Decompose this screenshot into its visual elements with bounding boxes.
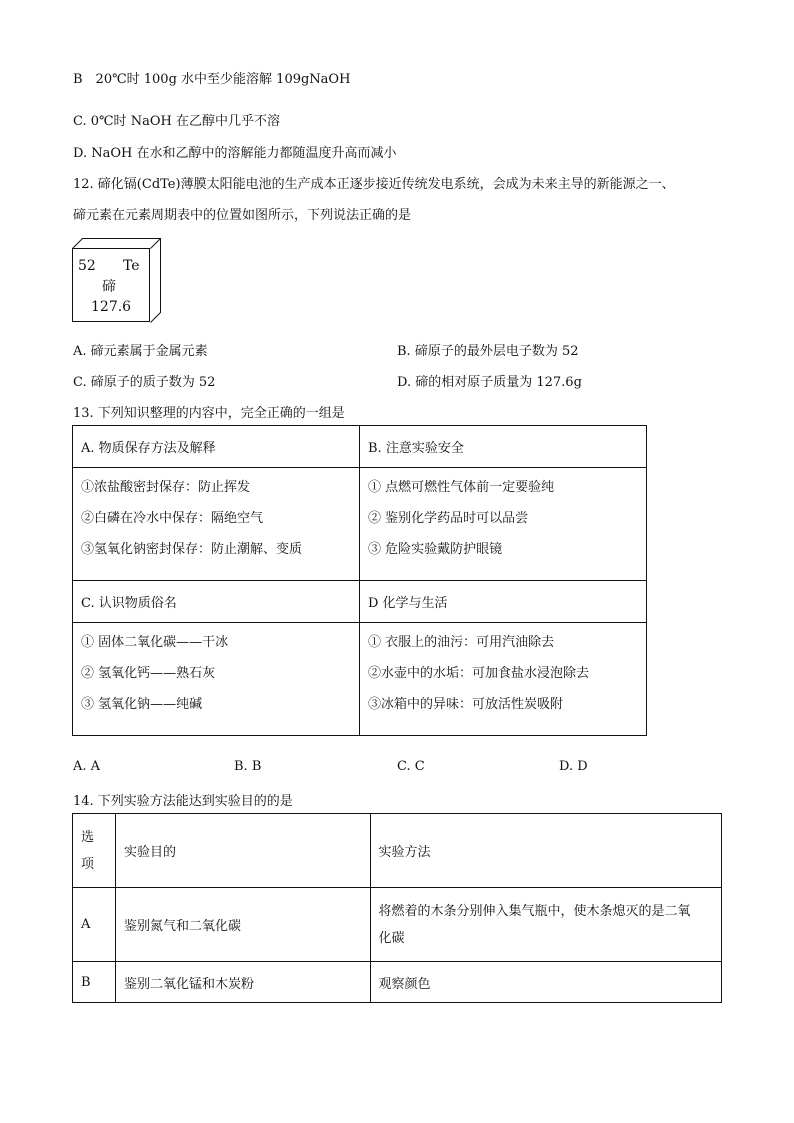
- q13-a-item-3: ③氢氧化钠密封保存：防止潮解、变质: [81, 542, 303, 557]
- q12-option-c: C. 碲原子的质子数为 52: [73, 375, 216, 390]
- q13-cell-c-items: [73, 623, 360, 736]
- element-symbol: Te: [123, 258, 140, 274]
- element-name: 碲: [102, 279, 116, 295]
- q13-d-item-3: ③冰箱中的异味：可放活性炭吸附: [368, 697, 564, 712]
- q13-cell-a-items: [73, 468, 360, 581]
- q12-option-d: D. 碲的相对原子质量为 127.6g: [397, 375, 582, 390]
- q13-table: [72, 425, 647, 736]
- q13-cell-b-title: B. 注意实验安全: [360, 426, 647, 468]
- q14-row-b-method: 观察颜色: [370, 962, 721, 1003]
- q13-cell-d-title: D 化学与生活: [360, 581, 647, 623]
- q14-stem: 14. 下列实验方法能达到实验目的的是: [73, 794, 293, 809]
- q12-stem-line-2: 碲元素在元素周期表中的位置如图所示，下列说法正确的是: [73, 208, 412, 223]
- q13-b-item-2: ② 鉴别化学药品时可以品尝: [368, 511, 529, 526]
- q13-cell-c-title: C. 认识物质俗名: [73, 581, 360, 623]
- q12-stem-line-1: 12. 碲化镉(CdTe)薄膜太阳能电池的生产成本正逐步接近传统发电系统，会成为未来主导的新能源之一、: [73, 177, 675, 192]
- q12-option-a: A. 碲元素属于金属元素: [73, 344, 208, 359]
- element-tile-tellurium: [72, 238, 162, 324]
- q13-c-item-3: ③ 氢氧化钠——纯碱: [81, 697, 203, 712]
- q13-cell-b-items: [360, 468, 647, 581]
- q13-cell-a-title: A. 物质保存方法及解释: [73, 426, 360, 468]
- q14-header-option: [73, 814, 116, 888]
- q13-b-item-3: ③ 危险实验戴防护眼镜: [368, 542, 503, 557]
- q14-row-a-method: [370, 888, 721, 962]
- q13-option-d: D. D: [559, 759, 588, 774]
- q13-b-item-1: ① 点燃可燃性气体前一定要验纯: [368, 480, 555, 495]
- q13-d-item-2: ②水壶中的水垢：可加食盐水浸泡除去: [368, 666, 590, 681]
- q14-row-a-method-line-2: 化碳: [378, 930, 405, 946]
- q13-cell-d-items: [360, 623, 647, 736]
- q13-option-b: B. B: [234, 759, 262, 774]
- q14-header-method: 实验方法: [370, 814, 721, 888]
- q13-stem: 13. 下列知识整理的内容中，完全正确的一组是: [73, 406, 345, 421]
- q13-a-item-2: ②白磷在冷水中保存：隔绝空气: [81, 511, 264, 526]
- q11-option-c: C. 0℃时 NaOH 在乙醇中几乎不溶: [73, 114, 280, 129]
- tile-front: [72, 248, 150, 322]
- q13-c-item-1: ① 固体二氧化碳——干冰: [81, 635, 229, 650]
- q13-option-c: C. C: [397, 759, 425, 774]
- q14-row-a-label: A: [73, 888, 116, 962]
- q14-row-b-goal: 鉴别二氧化锰和木炭粉: [115, 962, 370, 1003]
- q11-option-d: D. NaOH 在水和乙醇中的溶解能力都随温度升高而减小: [73, 146, 397, 161]
- q13-a-item-1: ①浓盐酸密封保存：防止挥发: [81, 480, 251, 495]
- q14-header-option-char-2: 项: [81, 856, 95, 872]
- q13-option-a: A. A: [73, 759, 101, 774]
- q14-row-a-method-line-1: 将燃着的木条分别伸入集气瓶中，使木条熄灭的是二氧: [378, 903, 691, 919]
- q14-row-b-label: B: [73, 962, 116, 1003]
- q14-row-a-goal: 鉴别氮气和二氧化碳: [115, 888, 370, 962]
- q14-table: [72, 813, 722, 1003]
- q14-header-option-char-1: 选: [81, 829, 95, 845]
- atomic-number: 52: [78, 258, 96, 274]
- q12-option-b: B. 碲原子的最外层电子数为 52: [397, 344, 579, 359]
- q14-header-goal: 实验目的: [115, 814, 370, 888]
- q13-d-item-1: ① 衣服上的油污：可用汽油除去: [368, 635, 555, 650]
- q11-option-b: B 20℃时 100g 水中至少能溶解 109gNaOH: [73, 72, 351, 87]
- q13-c-item-2: ② 氢氧化钙——熟石灰: [81, 666, 216, 681]
- atomic-mass: 127.6: [91, 299, 132, 315]
